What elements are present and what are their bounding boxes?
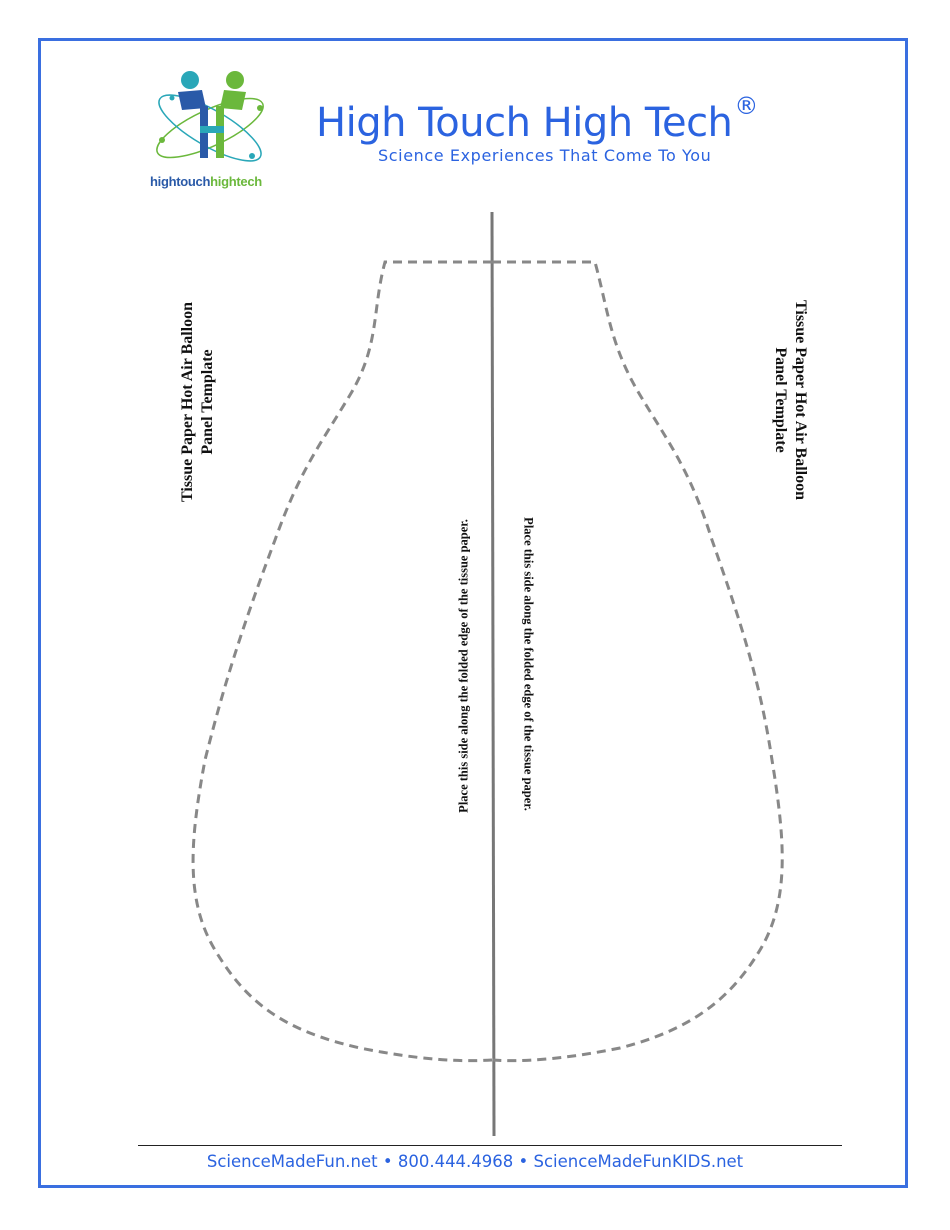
fold-instruction-right: Place this side along the folded edge of the tissue paper. (521, 517, 536, 811)
left-label-line1: Tissue Paper Hot Air Balloon (179, 301, 196, 503)
registered-mark: ® (734, 92, 758, 120)
footer-divider (138, 1145, 842, 1146)
left-label-line2: Panel Template (199, 349, 216, 455)
footer-contact: ScienceMadeFun.net • 800.444.4968 • ScienceMadeFunKIDS.net (206, 1152, 744, 1171)
right-label-line1: Tissue Paper Hot Air Balloon (792, 299, 809, 501)
right-template-label (770, 300, 810, 500)
fold-line (492, 212, 494, 1136)
fold-instruction-left: Place this side along the folded edge of the tissue paper. (456, 519, 471, 813)
logo-word-1: hightouch (150, 174, 211, 189)
page-subtitle: Science Experiences That Come To You (378, 146, 712, 165)
panel-outline-right (492, 262, 782, 1061)
panel-outline-left (193, 262, 492, 1061)
page-title-text: High Touch High Tech (316, 100, 733, 146)
right-label-line2: Panel Template (772, 347, 789, 453)
left-template-label (178, 302, 218, 502)
logo-word-2: hightech (210, 174, 262, 189)
